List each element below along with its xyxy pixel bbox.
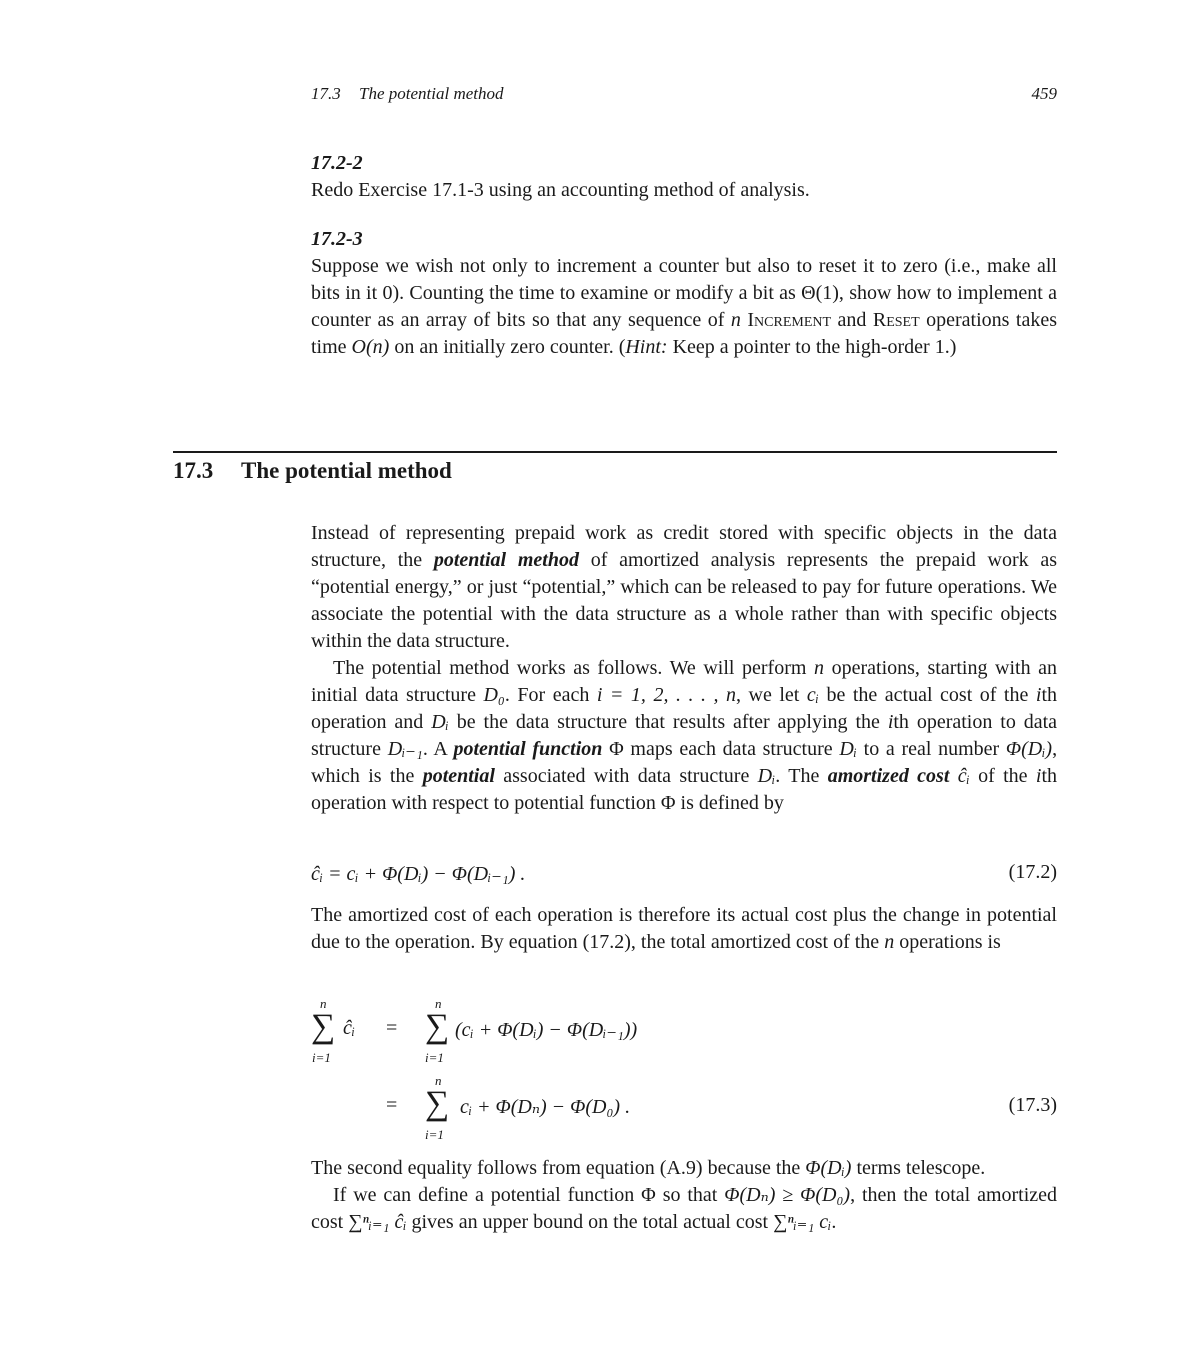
math-phi: Φ [641, 1184, 656, 1206]
paragraph-5 [311, 1182, 1057, 1236]
text-run: , then the total amortized cost [311, 1184, 1058, 1233]
exercise-text: Redo Exercise 17.1-3 using an accounting method of analysis. [311, 179, 810, 201]
section-heading [173, 458, 452, 484]
text-run: operations, starting with an initial data structure [311, 657, 1058, 706]
text-run: operations is [899, 931, 1001, 953]
hint-text: Keep a pointer to the high-order 1.) [672, 336, 957, 358]
text-run: th operation with respect to potential function [311, 765, 1058, 814]
exercise-17-2-3 [311, 226, 1057, 361]
exercise-text-part: and [837, 309, 867, 331]
text-run: . The [775, 765, 820, 787]
text-run: th operation and [311, 684, 1058, 733]
exercise-title: 17.2-3 [311, 228, 363, 250]
sum-upper-limit: n [435, 996, 442, 1011]
math-expr: ∑ⁿᵢ₌₁ ĉᵢ [348, 1211, 407, 1233]
text-run: maps each data structure [630, 738, 833, 760]
exercise-title: 17.2-2 [311, 152, 363, 174]
text-run: The potential method works as follows. We will perform [333, 657, 807, 679]
math-var: i [887, 711, 894, 733]
sum-symbol: ∑ [425, 1008, 450, 1045]
exercise-17-2-2 [311, 150, 1057, 204]
text-run: terms telescope. [856, 1157, 986, 1179]
body-text-end [311, 1155, 1057, 1236]
math-expr: Φ(Dᵢ) [805, 1157, 852, 1179]
sum-lower-limit: i=1 [425, 1127, 444, 1142]
sum-symbol: ∑ [425, 1085, 450, 1122]
text-run: of the [978, 765, 1028, 787]
text-run: associated with data structure [503, 765, 750, 787]
sum-lower-limit: i=1 [312, 1050, 331, 1065]
text-run: th operation to data structure [311, 711, 1058, 760]
running-head-section-title: The potential method [359, 84, 504, 103]
text-run: . [831, 1211, 837, 1233]
sum-symbol: ∑ [311, 1008, 336, 1045]
math-var: i [1035, 684, 1042, 706]
equals-sign: = [386, 1017, 398, 1039]
equation-formula: ĉᵢ = cᵢ + Φ(Dᵢ) − Φ(Dᵢ₋₁) . [311, 863, 526, 885]
math-var: n [814, 657, 825, 679]
math-var: Dᵢ₋₁ [387, 738, 423, 760]
paragraph-2 [311, 655, 1057, 817]
math-big-o: O(n) [351, 336, 390, 358]
math-expr: Φ(Dᵢ) [1005, 738, 1053, 760]
math-var: ĉᵢ [957, 765, 970, 787]
sum-lower-limit: i=1 [425, 1050, 444, 1065]
text-run: If we can define a potential function [333, 1184, 635, 1206]
section-rule [173, 451, 1057, 453]
exercise-text [311, 253, 1057, 361]
equals-sign: = [386, 1094, 398, 1116]
math-var: n [884, 931, 895, 953]
term-potential-function: potential function [453, 738, 603, 760]
sum-upper-limit: n [435, 1073, 442, 1088]
exercise-text-part: on an initially zero counter. ( [394, 336, 626, 358]
math-var: i [1035, 765, 1042, 787]
math-var: Dᵢ [431, 711, 449, 733]
section-number: 17.3 [173, 458, 214, 483]
equation-tag: (17.2) [1008, 861, 1057, 883]
text-run: . For each [504, 684, 590, 706]
text-run: be the data structure that results after applying the [456, 711, 880, 733]
equation-17-2 [311, 861, 1057, 886]
text-run: The second equality follows from equation (A.9) because the [311, 1157, 801, 1179]
section-title: The potential method [241, 458, 452, 483]
hint-label: Hint: [625, 336, 668, 358]
text-run: be the actual cost of the [826, 684, 1029, 706]
text-run: , we let [736, 684, 800, 706]
exercise-text-part: operations takes time [311, 309, 1057, 358]
term-potential: potential [422, 765, 495, 787]
term-potential-method: potential method [433, 549, 579, 571]
running-head-section-number: 17.3 [311, 84, 341, 103]
sum-upper-limit: n [320, 996, 327, 1011]
math-var: D₀ [483, 684, 505, 706]
page-number: 459 [1031, 84, 1057, 103]
text-run: so that [662, 1184, 718, 1206]
math-var-n: n [730, 309, 741, 331]
row2-rhs: cᵢ + Φ(Dₙ) − Φ(D₀) . [460, 1096, 631, 1118]
text-run: of amortized analysis represents the prepaid work as “potential energy,” or just “potential,” which can be released to pay for future operations. We associate the potential with the data structure as a whole rather than with specific objects within the data structure. [311, 549, 1058, 652]
text-run: Instead of representing prepaid work as credit stored with specific objects in the data structure, the [311, 522, 1057, 571]
math-var: Dᵢ [839, 738, 857, 760]
text-run: is defined by [680, 792, 784, 814]
math-var: cᵢ [806, 684, 819, 706]
equation-tag: (17.3) [1008, 1094, 1057, 1116]
text-run: , which is the [311, 738, 1058, 787]
math-phi: Φ [660, 792, 676, 814]
text-run: The amortized cost of each operation is therefore its actual cost plus the change in potential due to the operation. By equation (17.2), the total amortized cost of the [311, 904, 1057, 953]
paragraph-3 [311, 902, 1057, 956]
body-text [311, 520, 1057, 817]
lhs-term: ĉᵢ [343, 1017, 356, 1039]
math-phi: Φ [609, 738, 624, 760]
math-var: Dᵢ [757, 765, 776, 787]
paragraph-4 [311, 1155, 1057, 1182]
running-head [311, 84, 1057, 104]
op-reset: Reset [872, 309, 920, 331]
exercise-text-part: Suppose we wish not only to increment a counter but also to reset it to zero (i.e., make all bits in it 0). Counting the time to examine or modify a bit as Θ(1), show how to implement a counter as an array of bits so that any sequence of [311, 255, 1057, 331]
paragraph-1 [311, 520, 1057, 655]
math-expr: Φ(Dₙ) ≥ Φ(D₀) [724, 1184, 851, 1206]
text-run: . A [422, 738, 447, 760]
math-expr: ∑ⁿᵢ₌₁ cᵢ [773, 1211, 832, 1233]
text-run: gives an upper bound on the total actual cost [411, 1211, 769, 1233]
op-increment: Increment [747, 309, 832, 331]
term-amortized-cost: amortized cost [827, 765, 950, 787]
text-run: to a real number [863, 738, 1000, 760]
row1-rhs: (cᵢ + Φ(Dᵢ) − Φ(Dᵢ₋₁)) [455, 1019, 638, 1041]
math-expr: i = 1, 2, . . . , n [596, 684, 737, 706]
